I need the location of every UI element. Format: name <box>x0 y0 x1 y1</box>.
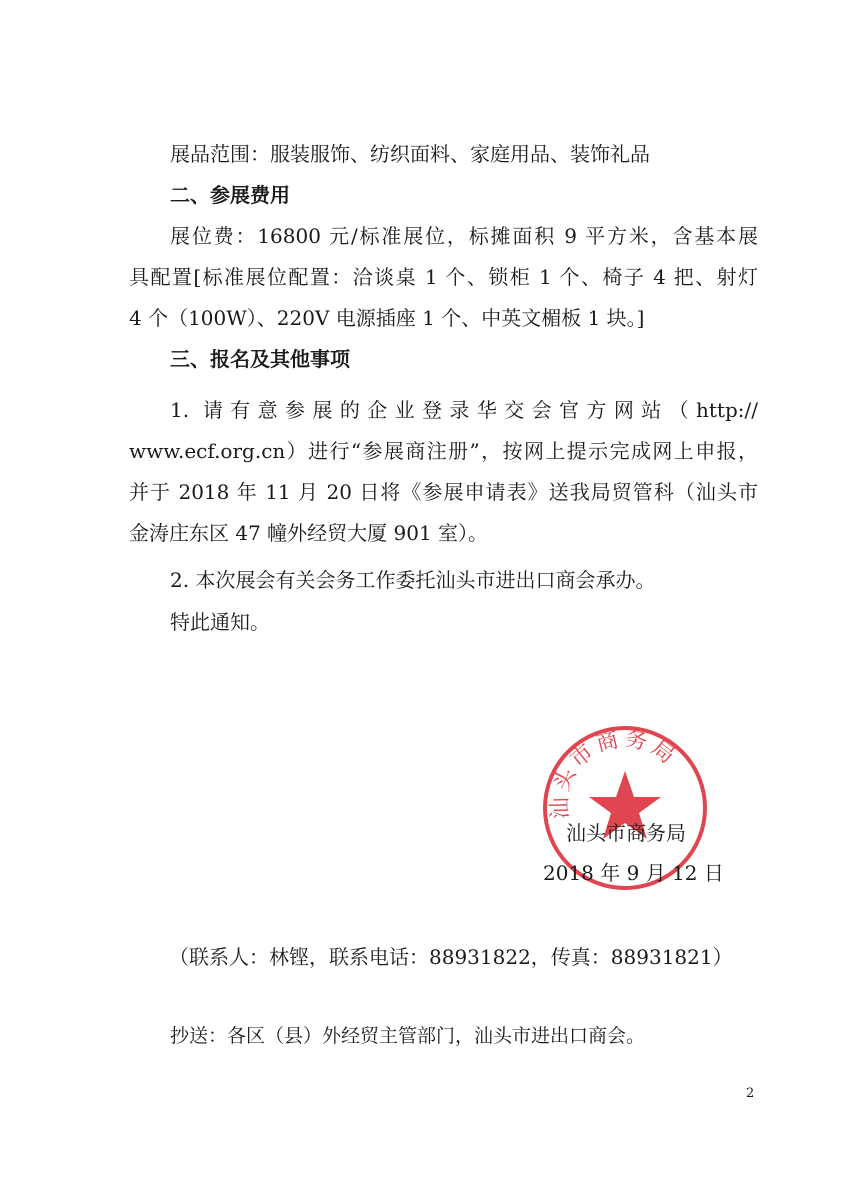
section-2-heading: 二、参展费用 <box>170 183 290 207</box>
item-1-line-4: 金涛庄东区 47 幢外经贸大厦 901 室）。 <box>129 521 489 545</box>
item-1-line-2: www.ecf.org.cn）进行“参展商注册”，按网上提示完成网上申报， <box>129 439 758 463</box>
cc-line: 抄送：各区（县）外经贸主管部门，汕头市进出口商会。 <box>170 1025 646 1047</box>
fee-line-1: 展位费：16800 元/标准展位，标摊面积 9 平方米，含基本展 <box>170 224 758 248</box>
fee-line-3: 4 个（100W）、220V 电源插座 1 个、中英文楣板 1 块。] <box>129 306 645 330</box>
page-number: 2 <box>746 1086 755 1101</box>
exhibit-scope: 展品范围：服装服饰、纺织面料、家庭用品、装饰礼品 <box>170 142 650 166</box>
item-1-line-3: 并于 2018 年 11 月 20 日将《参展申请表》送我局贸管科（汕头市 <box>129 480 758 504</box>
contact-info: （联系人：林铿，联系电话：88931822，传真：88931821） <box>169 945 733 969</box>
item-1-line-1: 1. 请有意参展的企业登录华交会官方网站（http:// <box>170 398 758 422</box>
closing-phrase: 特此通知。 <box>170 610 270 634</box>
issue-date: 2018 年 9 月 12 日 <box>543 861 724 885</box>
issuer-name: 汕头市商务局 <box>566 821 686 845</box>
fee-line-2: 具配置[标准展位配置：洽谈桌 1 个、锁柜 1 个、椅子 4 把、射灯 <box>129 265 758 289</box>
svg-text:汕头市商务局: 汕头市商务局 <box>547 726 683 820</box>
item-2: 2. 本次展会有关会务工作委托汕头市进出口商会承办。 <box>170 568 656 592</box>
section-3-heading: 三、报名及其他事项 <box>170 347 350 371</box>
